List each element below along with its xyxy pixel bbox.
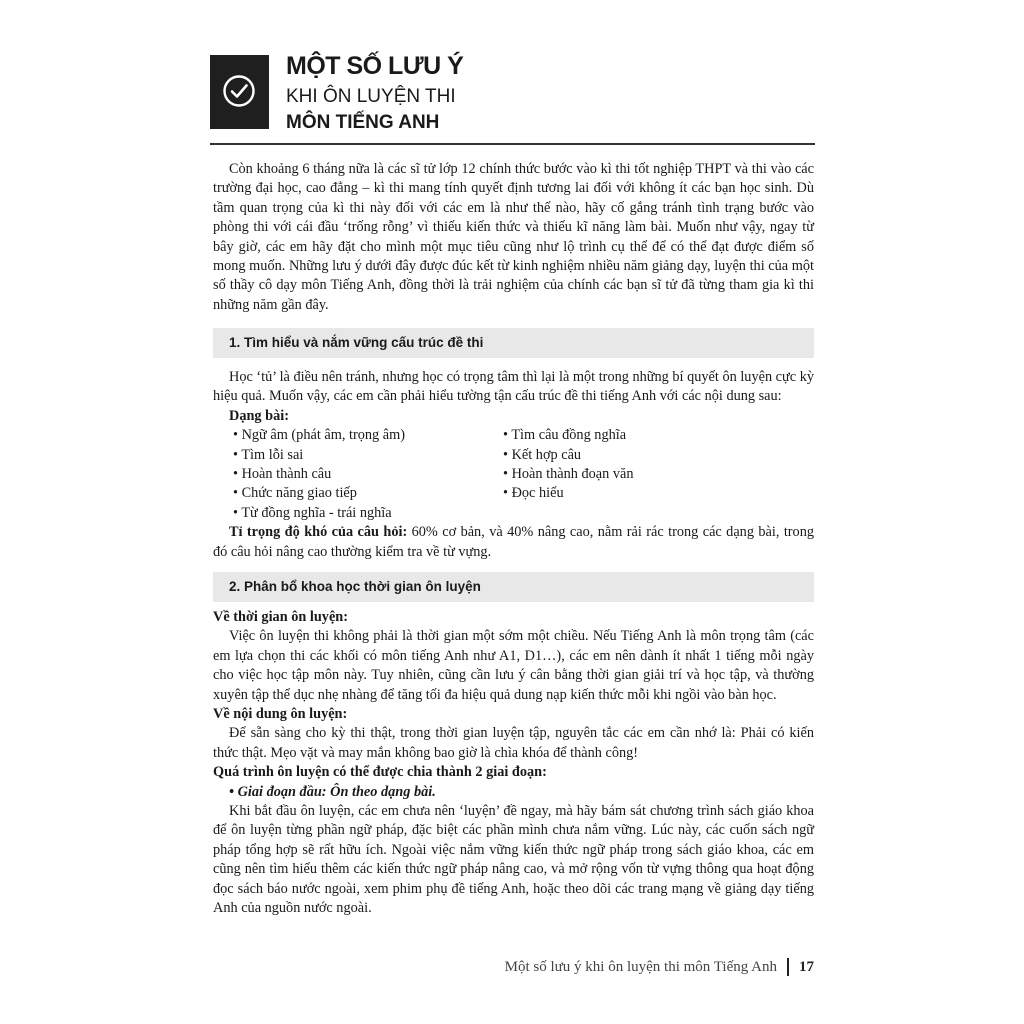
list-item: • Từ đồng nghĩa - trái nghĩa: [233, 504, 392, 521]
content-label: Về nội dung ôn luyện:: [213, 706, 348, 723]
time-text: Việc ôn luyện thi không phải là thời gian một sớm một chiều. Nếu Tiếng Anh là môn trọng tâm (các em lựa chọn thi các khối có môn tiếng Anh như A1, D1…), các em nên dành ít nhất 1 tiếng mỗi ngày cho việc học tập môn này. Tuy nhiên, cũng cần lưu ý cân bằng thời gian giải trí và học tập, và thường xuyên tập thể dục nhẹ nhàng để tăng tối đa hiệu quả dung nạp kiến thức mỗi khi ngồi vào bàn học.: [213, 628, 814, 703]
list-item: • Chức năng giao tiếp: [233, 485, 357, 502]
time-label: Về thời gian ôn luyện:: [213, 609, 349, 625]
list-item: • Hoàn thành câu: [233, 466, 332, 483]
page-title-line3: MÔN TIẾNG ANH: [286, 112, 440, 133]
list-item: • Đọc hiểu: [503, 485, 564, 502]
difficulty-label: Tỉ trọng độ khó của câu hỏi:: [229, 524, 408, 541]
section2-body: [213, 608, 814, 919]
list-item: • Tìm câu đồng nghĩa: [503, 427, 627, 444]
stage1-text: Khi bắt đầu ôn luyện, các em chưa nên ‘luyện’ đề ngay, mà hãy bám sát chương trình sách giáo khoa để ôn luyện từng phần ngữ pháp, đặc biệt các phần mình chưa nắm vững. Lúc này, các cuốn sách ngữ pháp tổng hợp sẽ rất hữu ích. Ngoài việc nắm vững kiến thức ngữ pháp trong sách giáo khoa, các em cũng nên tìm hiểu thêm các kiến thức ngữ pháp nâng cao, và mở rộng vốn từ vựng thông qua hoạt động đọc sách báo nước ngoài, xem phim phụ đề tiếng Anh, hoặc theo dõi các trang mạng về giảng dạy tiếng Anh của nguồn nước ngoài.: [213, 803, 814, 917]
page-number: 17: [799, 958, 814, 975]
section1-para: Học ‘tủ’ là điều nên tránh, nhưng học có trọng tâm thì lại là một trong những bí quyết ôn luyện cực kỳ hiệu quả. Muốn vậy, các em cần phải hiểu tường tận cấu trúc đề thi tiếng Anh với các nội dung sau:: [213, 369, 814, 405]
page-footer: [505, 958, 814, 976]
section1-body: [213, 368, 814, 562]
process-label: Quá trình ôn luyện có thể được chia thành 2 giai đoạn:: [213, 764, 547, 781]
page-title-line1: MỘT SỐ LƯU Ý: [286, 52, 464, 80]
intro-text: Còn khoảng 6 tháng nữa là các sĩ tử lớp 12 chính thức bước vào kì thi tốt nghiệp THPT và thi vào các trường đại học, cao đẳng – kì thi mang tính quyết định tương lai đối với không ít các bạn học sinh. Dù tầm quan trọng của kì thi này đối với các em là như thế nào, hãy cố gắng tránh tình trạng bước vào phòng thi với cái đầu ‘trống rỗng’ vì thiếu kiến thức và thiếu kĩ năng làm bài. Muốn như vậy, ngay từ bây giờ, các em hãy đặt cho mình một mục tiêu cũng như lộ trình cụ thể để có thể đạt được điểm số mong muốn. Những lưu ý dưới đây được đúc kết từ kinh nghiệm nhiều năm giảng dạy, luyện thi của một số thầy cô dạy môn Tiếng Anh, đồng thời là trải nghiệm của chính các bạn sĩ tử đã từng tham gia kì thi những năm gần đây.: [213, 161, 814, 313]
check-circle-icon: [222, 74, 256, 108]
list-item: • Tìm lỗi sai: [233, 446, 304, 463]
difficulty-para: [213, 523, 814, 562]
section2-heading: 2. Phân bổ khoa học thời gian ôn luyện: [213, 572, 814, 602]
types-label: Dạng bài:: [229, 407, 289, 424]
page-title-line2: KHI ÔN LUYỆN THI: [286, 86, 456, 107]
types-list: [213, 426, 814, 523]
intro-paragraph: [213, 160, 814, 315]
running-title: Một số lưu ý khi ôn luyện thi môn Tiếng Anh: [504, 958, 777, 975]
header-icon-box: [210, 55, 269, 129]
content-text: Để sẵn sàng cho kỳ thi thật, trong thời gian luyện tập, nguyên tắc các em cần nhớ là: Phải có kiến thức thật. Mẹo vặt và may mắn không bao giờ là chìa khóa để thành công!: [213, 725, 814, 761]
title-divider: [210, 143, 815, 145]
types-col2: [483, 426, 753, 523]
section1-heading: 1. Tìm hiểu và nắm vững cấu trúc đề thi: [213, 328, 814, 358]
footer-divider: [787, 958, 789, 976]
difficulty-text: 60% cơ bản, và 40% nâng cao, nằm rải rác trong các dạng bài, trong đó câu hỏi nâng cao thường kiểm tra về từ vựng.: [213, 524, 815, 560]
stage1-label: • Giai đoạn đầu: Ôn theo dạng bài.: [229, 783, 436, 800]
list-item: • Hoàn thành đoạn văn: [503, 466, 634, 483]
types-col1: [213, 426, 483, 523]
list-item: • Ngữ âm (phát âm, trọng âm): [233, 427, 405, 444]
list-item: • Kết hợp câu: [503, 446, 582, 463]
